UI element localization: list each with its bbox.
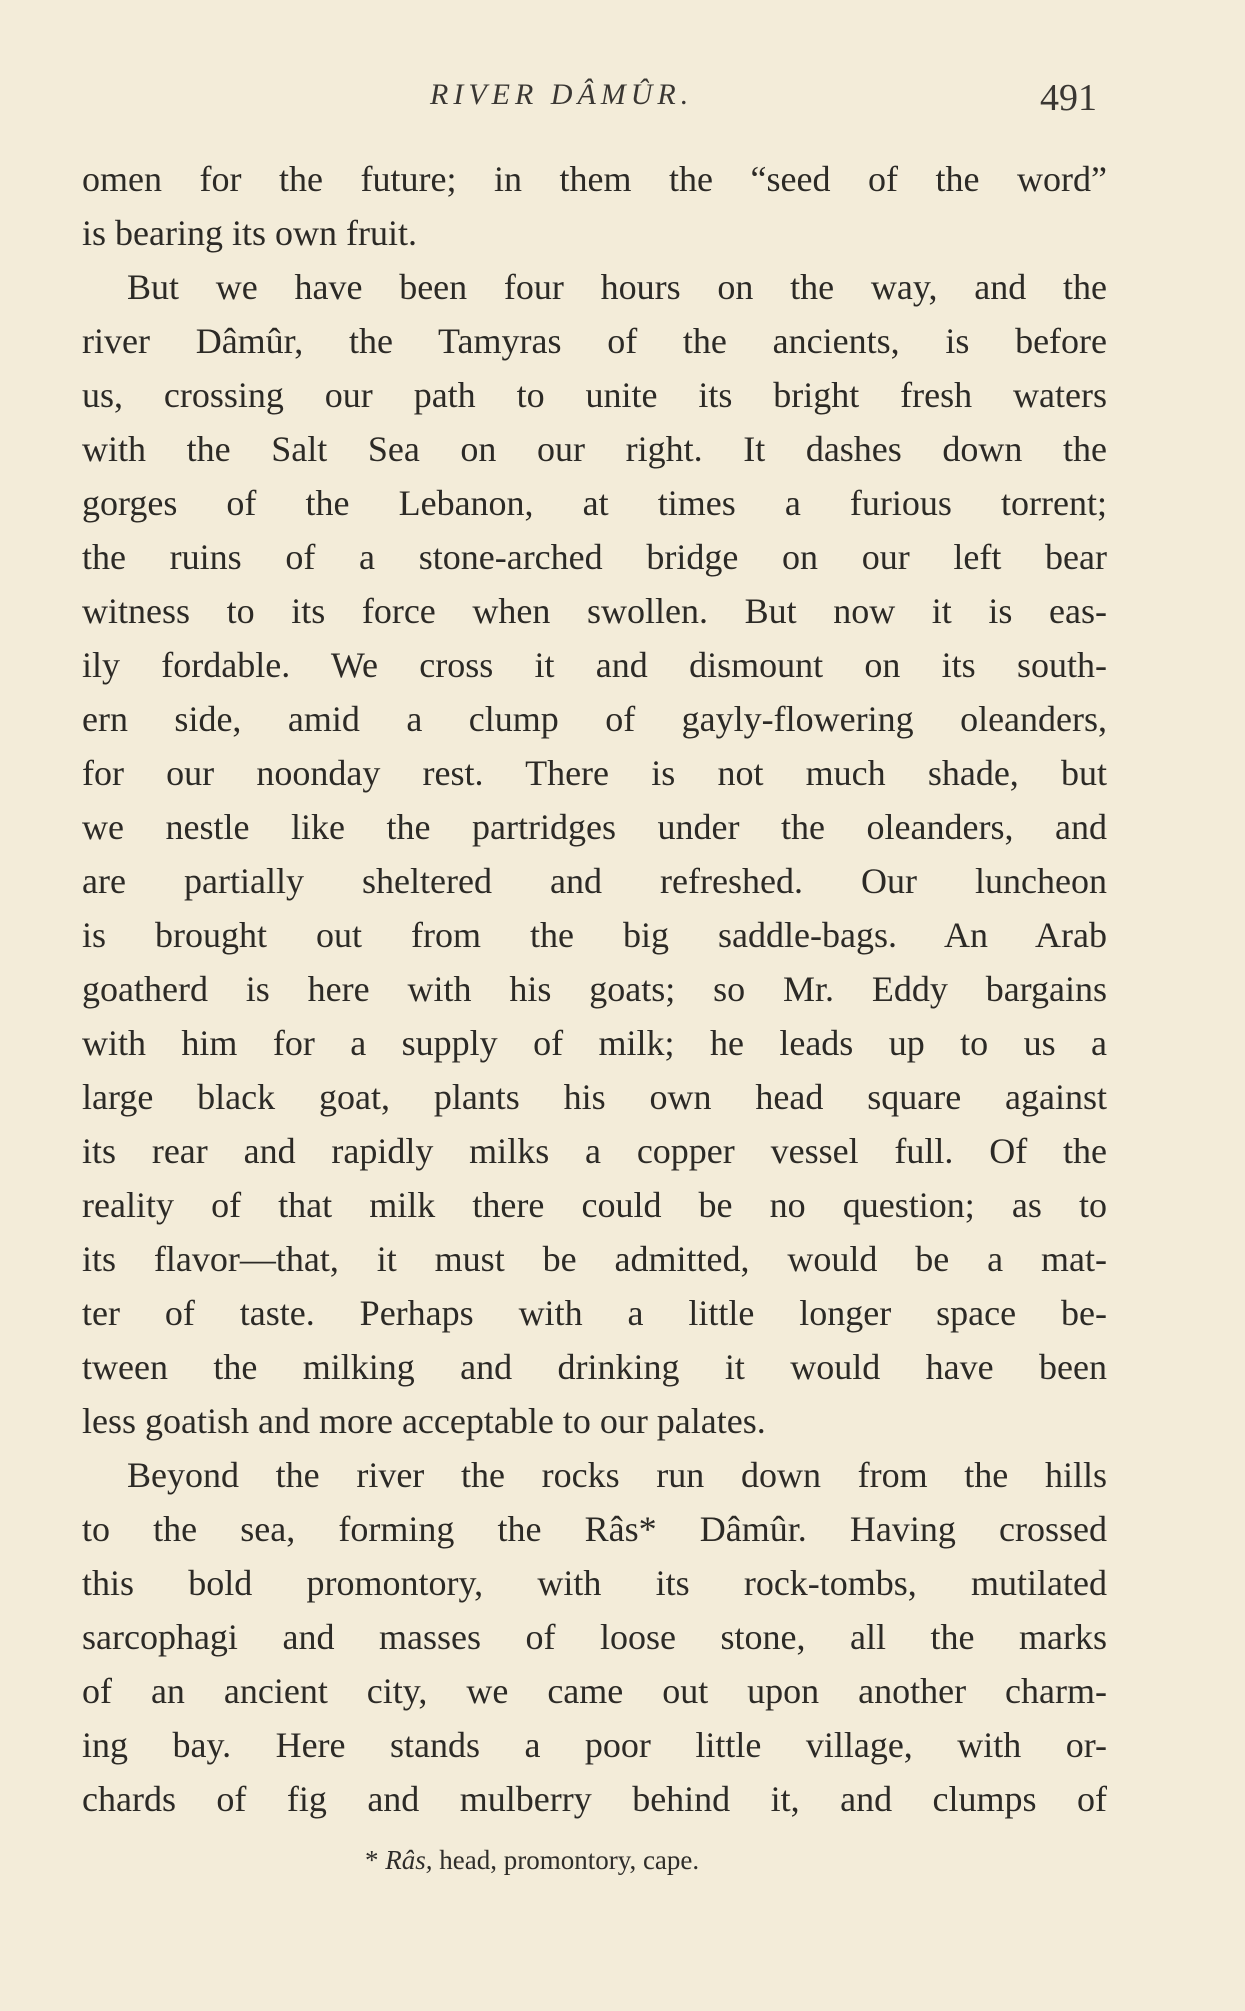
text-line: chards of fig and mulberry behind it, and clumps of xyxy=(82,1779,1107,1819)
running-title: RIVER DÂMÛR. xyxy=(430,78,694,111)
footnote-definition: head, promontory, cape. xyxy=(439,1845,700,1875)
text-line: reality of that milk there could be no question; as to xyxy=(82,1185,1107,1225)
text-line: ern side, amid a clump of gayly-flowering oleanders, xyxy=(82,699,1107,739)
footnote-marker: * xyxy=(365,1845,379,1875)
body-text xyxy=(82,152,1107,1826)
text-line: witness to its force when swollen. But now it is eas- xyxy=(82,591,1107,631)
text-line: we nestle like the partridges under the oleanders, and xyxy=(82,807,1107,847)
text-line: this bold promontory, with its rock-tombs, mutilated xyxy=(82,1563,1107,1603)
text-line: ily fordable. We cross it and dismount on its south- xyxy=(82,645,1107,685)
footnote-term: Râs, xyxy=(385,1845,433,1875)
text-line: ter of taste. Perhaps with a little longer space be- xyxy=(82,1293,1107,1333)
text-line: its rear and rapidly milks a copper vessel full. Of the xyxy=(82,1131,1107,1171)
text-line: us, crossing our path to unite its bright fresh waters xyxy=(82,375,1107,415)
text-line: less goatish and more acceptable to our palates. xyxy=(82,1401,766,1441)
text-line: omen for the future; in them the “seed of the word” xyxy=(82,159,1107,199)
text-line: is brought out from the big saddle-bags. An Arab xyxy=(82,915,1107,955)
text-line: ing bay. Here stands a poor little village, with or- xyxy=(82,1725,1107,1765)
text-line: tween the milking and drinking it would have been xyxy=(82,1347,1107,1387)
text-line: large black goat, plants his own head square against xyxy=(82,1077,1107,1117)
text-line: of an ancient city, we came out upon another charm- xyxy=(82,1671,1107,1711)
text-line: for our noonday rest. There is not much shade, but xyxy=(82,753,1107,793)
text-line: sarcophagi and masses of loose stone, all the marks xyxy=(82,1617,1107,1657)
text-line: its flavor—that, it must be admitted, would be a mat- xyxy=(82,1239,1107,1279)
text-line: Beyond the river the rocks run down from the hills xyxy=(127,1455,1107,1495)
text-line: with the Salt Sea on our right. It dashes down the xyxy=(82,429,1107,469)
text-line: are partially sheltered and refreshed. Our luncheon xyxy=(82,861,1107,901)
text-line: goatherd is here with his goats; so Mr. Eddy bargains xyxy=(82,969,1107,1009)
text-line: with him for a supply of milk; he leads up to us a xyxy=(82,1023,1107,1063)
text-line: gorges of the Lebanon, at times a furious torrent; xyxy=(82,483,1107,523)
page-number: 491 xyxy=(1040,77,1097,119)
text-line: the ruins of a stone-arched bridge on our left bear xyxy=(82,537,1107,577)
text-line: is bearing its own fruit. xyxy=(82,213,417,253)
text-line: But we have been four hours on the way, and the xyxy=(127,267,1107,307)
text-line: river Dâmûr, the Tamyras of the ancients, is before xyxy=(82,321,1107,361)
footnote xyxy=(365,1845,699,1876)
text-line: to the sea, forming the Râs* Dâmûr. Having crossed xyxy=(82,1509,1107,1549)
